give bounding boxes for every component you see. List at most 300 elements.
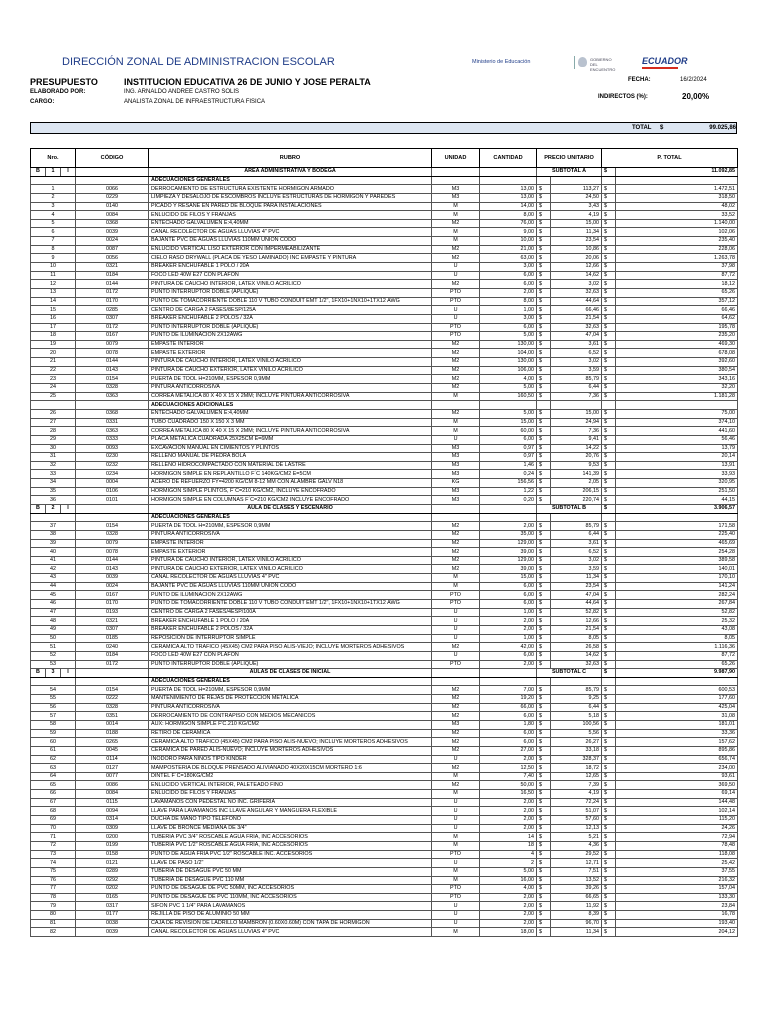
subgroup-title: ADECUACIONES GENERALES <box>149 513 432 522</box>
item-unit-price: 23,54 <box>551 582 602 591</box>
item-code: 0172 <box>76 323 149 332</box>
table-row <box>31 392 738 401</box>
item-description: PUNTO DE AGUA FRIA PVC 1/2" ROSCABLE INC. ACCESORIOS <box>149 850 432 859</box>
item-description: PINTURA DE CAUCHO EXTERIOR, LATEX VINILO ACRILICO <box>149 565 432 574</box>
item-unit-price: 12,71 <box>551 859 602 868</box>
item-code: 0078 <box>76 548 149 557</box>
currency-symbol: $ <box>537 686 551 695</box>
item-total-price: 389,58 <box>616 556 738 565</box>
item-description: EMPASTE EXTERIOR <box>149 548 432 557</box>
table-cell <box>76 401 149 410</box>
table-row <box>31 764 738 773</box>
currency-symbol: $ <box>602 660 616 669</box>
table-row <box>31 608 738 617</box>
item-unit-price: 44,64 <box>551 600 602 609</box>
item-quantity: 1,80 <box>480 721 537 730</box>
currency-symbol: $ <box>602 392 616 401</box>
item-total-price: 133,30 <box>616 893 738 902</box>
item-number: 67 <box>31 798 76 807</box>
item-quantity: 2,00 <box>480 816 537 825</box>
item-total-price: 72,94 <box>616 833 738 842</box>
item-total-price: 13,91 <box>616 461 738 470</box>
item-unit: M <box>432 841 480 850</box>
item-total-price: 87,72 <box>616 651 738 660</box>
col-header-unidad: UNIDAD <box>432 149 480 168</box>
item-quantity: 3,00 <box>480 314 537 323</box>
fecha-label: FECHA: <box>628 77 651 83</box>
currency-symbol: $ <box>602 556 616 565</box>
item-description: EMPASTE INTERIOR <box>149 539 432 548</box>
item-description: BREAKER ENCHUFABLE 1 POLO / 20A <box>149 617 432 626</box>
table-row <box>31 643 738 652</box>
section-title: AULAS DE CLASES DE INICIAL <box>149 669 432 678</box>
item-number: 68 <box>31 807 76 816</box>
item-number: 60 <box>31 738 76 747</box>
currency-symbol: $ <box>537 885 551 894</box>
currency-symbol: $ <box>537 314 551 323</box>
currency-symbol: $ <box>537 349 551 358</box>
subgroup-title: ADECUACIONES GENERALES <box>149 677 432 686</box>
item-quantity: 2,00 <box>480 660 537 669</box>
currency-symbol: $ <box>602 288 616 297</box>
item-description: CERAMICA ALTO TRAFICO (45X45) CM2 PARA PISO ALIS-VIEJO; INCLUYE MORTEROS ADHESIVOS <box>149 643 432 652</box>
item-unit: M <box>432 833 480 842</box>
item-code: 0077 <box>76 772 149 781</box>
currency-symbol: $ <box>602 867 616 876</box>
item-unit-price: 57,60 <box>551 816 602 825</box>
item-quantity: 6,00 <box>480 651 537 660</box>
table-row <box>31 332 738 341</box>
item-unit: U <box>432 263 480 272</box>
grand-total-label: TOTAL <box>632 125 652 131</box>
currency-symbol: $ <box>537 565 551 574</box>
item-description: PINTURA DE CAUCHO EXTERIOR, LATEX VINILO ACRILICO <box>149 366 432 375</box>
item-total-price: 170,10 <box>616 574 738 583</box>
currency-symbol: $ <box>537 695 551 704</box>
item-quantity: 7,00 <box>480 686 537 695</box>
item-code: 0184 <box>76 651 149 660</box>
item-quantity: 1,46 <box>480 461 537 470</box>
currency-symbol: $ <box>537 280 551 289</box>
item-quantity: 66,00 <box>480 703 537 712</box>
item-number: 80 <box>31 911 76 920</box>
table-row <box>31 600 738 609</box>
item-number: 32 <box>31 461 76 470</box>
currency-symbol: $ <box>602 444 616 453</box>
item-code: 0321 <box>76 263 149 272</box>
item-code: 0230 <box>76 453 149 462</box>
item-number: 46 <box>31 600 76 609</box>
item-quantity: 2,00 <box>480 755 537 764</box>
currency-symbol: $ <box>537 288 551 297</box>
item-unit: U <box>432 435 480 444</box>
item-description: PUERTA DE TOOL H=210MM, ESPESOR 0,9MM <box>149 686 432 695</box>
currency-symbol: $ <box>602 211 616 220</box>
item-unit-price: 7,39 <box>551 781 602 790</box>
item-unit-price: 72,24 <box>551 798 602 807</box>
item-number: 36 <box>31 496 76 505</box>
item-unit: U <box>432 634 480 643</box>
table-row <box>31 427 738 436</box>
item-number: 5 <box>31 219 76 228</box>
item-description: PUNTO INTERRUPTOR DOBLE (APLIQUE) <box>149 288 432 297</box>
currency-symbol: $ <box>537 643 551 652</box>
item-quantity: 6,00 <box>480 600 537 609</box>
table-row <box>31 271 738 280</box>
item-description: BREAKER ENCHUFABLE 2 POLOS / 32A <box>149 625 432 634</box>
currency-symbol: $ <box>537 323 551 332</box>
item-total-price: 282,24 <box>616 591 738 600</box>
item-quantity: 60,00 <box>480 427 537 436</box>
item-code: 0144 <box>76 556 149 565</box>
currency-symbol: $ <box>602 245 616 254</box>
item-unit: PTO <box>432 893 480 902</box>
item-number: 6 <box>31 228 76 237</box>
flag-stripe-icon <box>642 67 678 69</box>
item-description: DINTEL F´C=180KG/CM2 <box>149 772 432 781</box>
item-code: 0321 <box>76 617 149 626</box>
item-code: 0292 <box>76 876 149 885</box>
section-code-b: 2 <box>46 504 61 513</box>
item-total-price: 16,78 <box>616 911 738 920</box>
col-header-ptotal: P. TOTAL <box>602 149 738 168</box>
item-description: LLAVE DE PASO 1/2" <box>149 859 432 868</box>
currency-symbol: $ <box>537 790 551 799</box>
item-total-price: 320,95 <box>616 479 738 488</box>
table-row <box>31 288 738 297</box>
item-description: CORREA METALICA 80 X 40 X 15 X 2MM; INCLUYE PINTURA ANTICORROSIVA <box>149 427 432 436</box>
item-quantity: 0,97 <box>480 453 537 462</box>
currency-symbol: $ <box>602 297 616 306</box>
subtotal-currency: $ <box>602 168 616 177</box>
presupuesto-label: PRESUPUESTO <box>30 77 98 87</box>
subgroup-row <box>31 176 738 185</box>
item-unit: M3 <box>432 444 480 453</box>
item-code: 0199 <box>76 841 149 850</box>
item-total-price: 144,48 <box>616 798 738 807</box>
item-unit: U <box>432 755 480 764</box>
item-unit: U <box>432 816 480 825</box>
currency-symbol: $ <box>537 764 551 773</box>
table-row <box>31 297 738 306</box>
item-quantity: 2,00 <box>480 919 537 928</box>
table-row <box>31 375 738 384</box>
currency-symbol: $ <box>602 712 616 721</box>
section-title: AULA DE CLASES Y ESCENARIO <box>149 504 432 513</box>
table-cell <box>31 677 76 686</box>
item-total-price: 18,12 <box>616 280 738 289</box>
item-number: 45 <box>31 591 76 600</box>
item-unit: M <box>432 211 480 220</box>
item-total-price: 48,02 <box>616 202 738 211</box>
table-row <box>31 565 738 574</box>
item-description: CENTRO DE CARGA 2 FASES/8ESP/125A <box>149 306 432 315</box>
col-header-rubro: RUBRO <box>149 149 432 168</box>
item-number: 10 <box>31 263 76 272</box>
table-row <box>31 617 738 626</box>
item-code: 0014 <box>76 721 149 730</box>
currency-symbol: $ <box>537 306 551 315</box>
currency-symbol: $ <box>602 746 616 755</box>
item-code: 0170 <box>76 600 149 609</box>
item-unit: PTO <box>432 600 480 609</box>
currency-symbol: $ <box>602 306 616 315</box>
currency-symbol: $ <box>537 824 551 833</box>
table-cell <box>76 168 149 177</box>
col-header-cantidad: CANTIDAD <box>480 149 537 168</box>
item-code: 0285 <box>76 306 149 315</box>
table-row <box>31 591 738 600</box>
table-cell <box>616 401 738 410</box>
item-unit: M2 <box>432 539 480 548</box>
item-number: 41 <box>31 556 76 565</box>
item-code: 0317 <box>76 902 149 911</box>
currency-symbol: $ <box>537 582 551 591</box>
item-description: LIMPIEZA Y DESALOJO DE ESCOMBROS INCLUYE ESTRUCTURAS DE HORMIGON Y PAREDES <box>149 193 432 202</box>
table-cell <box>480 677 537 686</box>
item-unit: M2 <box>432 530 480 539</box>
table-row <box>31 833 738 842</box>
subgroup-row <box>31 513 738 522</box>
item-total-price: 235,20 <box>616 332 738 341</box>
item-quantity: 1,22 <box>480 487 537 496</box>
item-number: 29 <box>31 435 76 444</box>
subgroup-row <box>31 401 738 410</box>
item-quantity: 5,00 <box>480 384 537 393</box>
section-code-a: B <box>31 168 46 177</box>
currency-symbol: $ <box>602 487 616 496</box>
currency-symbol: $ <box>537 600 551 609</box>
cargo-label: CARGO: <box>30 99 55 105</box>
table-row <box>31 574 738 583</box>
item-code: 0106 <box>76 487 149 496</box>
table-cell <box>616 677 738 686</box>
item-unit: M2 <box>432 746 480 755</box>
item-unit: U <box>432 306 480 315</box>
table-cell <box>551 176 602 185</box>
item-unit: PTO <box>432 885 480 894</box>
currency-symbol: $ <box>537 721 551 730</box>
item-total-price: 33,36 <box>616 729 738 738</box>
elaborado-label: ELABORADO POR: <box>30 89 86 95</box>
item-number: 22 <box>31 366 76 375</box>
currency-symbol: $ <box>537 496 551 505</box>
item-number: 34 <box>31 479 76 488</box>
table-row <box>31 530 738 539</box>
org-title: DIRECCIÓN ZONAL DE ADMINISTRACION ESCOLAR <box>62 56 335 68</box>
item-number: 7 <box>31 237 76 246</box>
currency-symbol: $ <box>537 297 551 306</box>
item-unit-price: 85,79 <box>551 686 602 695</box>
table-row <box>31 358 738 367</box>
item-number: 31 <box>31 453 76 462</box>
item-description: ACERO DE REFUERZO FY=4200 KG/CM 8-12 MM CON ALAMBRE GALV N18 <box>149 479 432 488</box>
item-total-price: 441,60 <box>616 427 738 436</box>
item-description: CIELO RASO DRYWALL (PLACA DE YESO LAMINADO) INC EMPASTE Y PINTURA <box>149 254 432 263</box>
currency-symbol: $ <box>602 219 616 228</box>
item-number: 2 <box>31 193 76 202</box>
item-description: BREAKER ENCHUFABLE 1 POLO / 20A <box>149 263 432 272</box>
item-unit-price: 7,51 <box>551 867 602 876</box>
currency-symbol: $ <box>537 539 551 548</box>
section-row <box>31 669 738 678</box>
section-code-b: 1 <box>46 168 61 177</box>
item-unit-price: 13,52 <box>551 876 602 885</box>
table-row <box>31 712 738 721</box>
currency-symbol: $ <box>602 254 616 263</box>
subtotal-currency: $ <box>602 504 616 513</box>
item-description: PUNTO INTERRUPTOR DOBLE (APLIQUE) <box>149 660 432 669</box>
item-code: 0114 <box>76 755 149 764</box>
item-unit-price: 6,52 <box>551 349 602 358</box>
item-description: MANTENIMIENTO DE REJAS DE PROTECCION METALICA <box>149 695 432 704</box>
currency-symbol: $ <box>602 755 616 764</box>
item-total-price: 380,54 <box>616 366 738 375</box>
item-unit: M2 <box>432 349 480 358</box>
item-description: PINTURA DE CAUCHO INTERIOR, LATEX VINILO ACRILICO <box>149 280 432 289</box>
section-code-c: I <box>61 669 76 678</box>
item-number: 18 <box>31 332 76 341</box>
currency-symbol: $ <box>537 548 551 557</box>
item-unit: M2 <box>432 522 480 531</box>
item-description: PUNTO INTERRUPTOR DOBLE (APLIQUE) <box>149 323 432 332</box>
item-code: 0265 <box>76 738 149 747</box>
currency-symbol: $ <box>602 280 616 289</box>
currency-symbol: $ <box>537 712 551 721</box>
item-unit-price: 12,66 <box>551 263 602 272</box>
item-quantity: 6,00 <box>480 729 537 738</box>
grand-total-currency: $ <box>660 125 664 131</box>
item-total-price: 895,86 <box>616 746 738 755</box>
currency-symbol: $ <box>602 366 616 375</box>
item-unit-price: 26,58 <box>551 643 602 652</box>
currency-symbol: $ <box>602 202 616 211</box>
table-cell <box>602 513 616 522</box>
item-code: 0240 <box>76 643 149 652</box>
item-code: 0307 <box>76 625 149 634</box>
item-unit: M2 <box>432 764 480 773</box>
table-row <box>31 928 738 937</box>
table-row <box>31 841 738 850</box>
currency-symbol: $ <box>537 911 551 920</box>
currency-symbol: $ <box>602 418 616 427</box>
currency-symbol: $ <box>602 539 616 548</box>
table-cell <box>537 513 551 522</box>
item-unit: M2 <box>432 703 480 712</box>
item-total-price: 33,93 <box>616 470 738 479</box>
table-cell <box>432 513 480 522</box>
item-unit-price: 47,04 <box>551 332 602 341</box>
item-code: 0333 <box>76 435 149 444</box>
item-code: 0038 <box>76 919 149 928</box>
item-quantity: 2,00 <box>480 617 537 626</box>
indirectos-value: 20,00% <box>682 92 710 101</box>
item-number: 50 <box>31 634 76 643</box>
item-total-price: 216,32 <box>616 876 738 885</box>
item-quantity: 2,00 <box>480 625 537 634</box>
table-cell <box>76 669 149 678</box>
currency-symbol: $ <box>602 686 616 695</box>
item-unit: M2 <box>432 358 480 367</box>
item-unit-price: 23,54 <box>551 237 602 246</box>
item-total-price: 31,08 <box>616 712 738 721</box>
item-quantity: 16,50 <box>480 790 537 799</box>
item-description: BAJANTE PVC DE AGUAS LLUVIAS 110MM UNION CODO <box>149 582 432 591</box>
item-unit: M2 <box>432 729 480 738</box>
item-description: LLAVE PARA LAVAMANOS INC LLAVE ANGULAR Y MANGUERA FLEXIBLE <box>149 807 432 816</box>
item-number: 40 <box>31 548 76 557</box>
item-unit: M2 <box>432 695 480 704</box>
item-code: 0328 <box>76 703 149 712</box>
item-description: CANAL RECOLECTOR DE AGUAS LLUVIAS 4" PVC <box>149 574 432 583</box>
item-code: 0177 <box>76 911 149 920</box>
item-code: 0024 <box>76 582 149 591</box>
currency-symbol: $ <box>537 358 551 367</box>
item-quantity: 42,00 <box>480 643 537 652</box>
item-unit-price: 5,56 <box>551 729 602 738</box>
item-code: 0039 <box>76 928 149 937</box>
currency-symbol: $ <box>537 660 551 669</box>
item-quantity: 5,00 <box>480 332 537 341</box>
subgroup-row <box>31 677 738 686</box>
item-unit: M <box>432 574 480 583</box>
table-cell <box>602 401 616 410</box>
grand-total-value: 99.025,86 <box>709 125 736 131</box>
item-quantity: 0,97 <box>480 444 537 453</box>
item-number: 70 <box>31 824 76 833</box>
item-unit: U <box>432 314 480 323</box>
item-unit-price: 9,53 <box>551 461 602 470</box>
currency-symbol: $ <box>537 366 551 375</box>
table-row <box>31 634 738 643</box>
item-total-price: 1.181,28 <box>616 392 738 401</box>
currency-symbol: $ <box>602 816 616 825</box>
table-row <box>31 859 738 868</box>
item-number: 38 <box>31 530 76 539</box>
item-unit-price: 7,36 <box>551 427 602 436</box>
indirectos-label: INDIRECTOS (%): <box>598 94 648 100</box>
item-code: 0232 <box>76 461 149 470</box>
currency-symbol: $ <box>537 530 551 539</box>
item-unit-price: 32,63 <box>551 660 602 669</box>
table-row <box>31 582 738 591</box>
item-quantity: 5,00 <box>480 409 537 418</box>
section-row <box>31 504 738 513</box>
item-unit: M2 <box>432 375 480 384</box>
item-total-price: 93,61 <box>616 772 738 781</box>
item-description: HORMIGON SIMPLE EN REPLANTILLO F´C 140KG/CM2 E=5CM <box>149 470 432 479</box>
table-cell <box>480 168 537 177</box>
item-quantity: 6,00 <box>480 591 537 600</box>
item-total-price: 13,79 <box>616 444 738 453</box>
item-quantity: 76,00 <box>480 219 537 228</box>
item-description: FOCO LED 40W E27 CON PLAFÓN <box>149 271 432 280</box>
budget-table <box>30 148 738 937</box>
item-quantity: 2,00 <box>480 911 537 920</box>
currency-symbol: $ <box>537 522 551 531</box>
table-row <box>31 522 738 531</box>
item-quantity: 2,00 <box>480 824 537 833</box>
item-quantity: 15,00 <box>480 418 537 427</box>
item-description: ENTECHADO GALVALUMEN E:4,40MM <box>149 409 432 418</box>
currency-symbol: $ <box>602 841 616 850</box>
item-number: 23 <box>31 375 76 384</box>
item-number: 71 <box>31 833 76 842</box>
item-unit-price: 11,34 <box>551 574 602 583</box>
col-header-precio: PRECIO UNITARIO <box>537 149 602 168</box>
currency-symbol: $ <box>537 427 551 436</box>
item-unit: U <box>432 625 480 634</box>
